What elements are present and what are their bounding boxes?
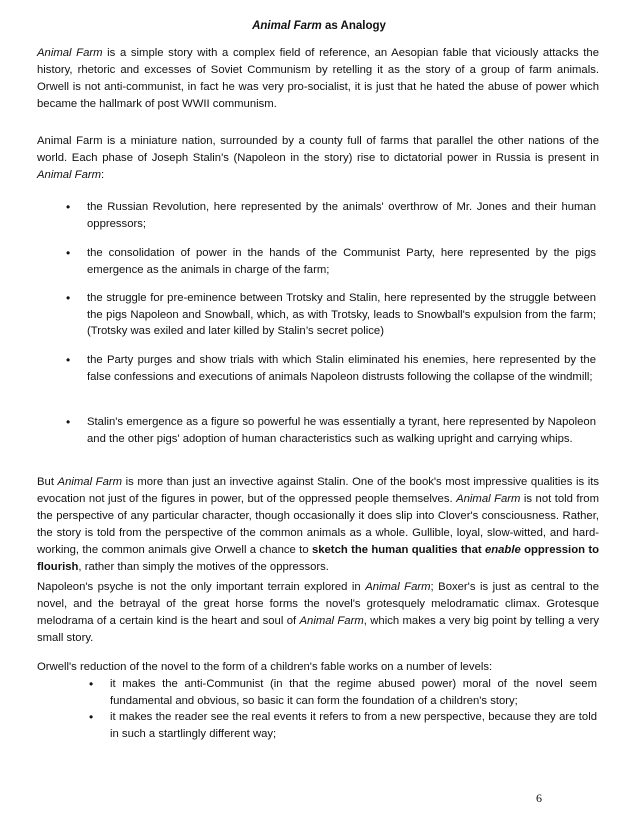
bullet-item xyxy=(66,199,596,232)
bullet-text: Stalin's emergence as a figure so powerful he was essentially a tyrant, here represented by Napoleon and the other pigs' adoption of human characteristics such as walking upright and carrying whips. xyxy=(87,416,596,445)
bullet-icon: • xyxy=(66,200,71,214)
bullet-item xyxy=(66,245,596,278)
bullet-icon: • xyxy=(66,291,71,305)
book-title: Animal Farm xyxy=(37,47,103,59)
paragraph-text: is a simple story with a complex field of reference, an Aesopian fable that viciously attacks the history, rhetoric and excesses of Soviet Communism by retelling it as the story of a group of farm animals. Orwell is not anti-communist, in fact he was very pro-socialist, it is just that he hated the abuse of power which became the hallmark of post WWII communism. xyxy=(37,47,599,110)
bullet-text: it makes the anti-Communist (in that the regime abused power) moral of the novel seem fundamental and obvious, so basic it can form the foundation of a children's story; xyxy=(110,678,597,707)
bullet-text: the consolidation of power in the hands of the Communist Party, here represented by the pigs emergence as the animals in charge of the farm; xyxy=(87,247,596,276)
bullet-text: the Russian Revolution, here represented by the animals' overthrow of Mr. Jones and their human oppressors; xyxy=(87,201,596,230)
bullet-icon: • xyxy=(66,353,71,367)
paragraph-text: is not told from the perspective of any particular character, though occasionally it does slip into Clover's consciousness. Rather, the story is told from the perspective of the common animals as a whole. Gullible, loyal, slow-witted, and hard-working, the common animals give Orwell a chance to xyxy=(37,493,599,556)
bullet-icon: • xyxy=(89,710,94,724)
bullet-text: the Party purges and show trials with which Stalin eliminated his enemies, here represented by the false confessions and executions of animals Napoleon distrusts following the collapse of the windmill; xyxy=(87,354,596,383)
bullet-item xyxy=(66,290,596,340)
paragraph-text: is more than just an invective against Stalin. One of the book's most impressive qualities is its evocation not just of the figures in power, but of the oppressed people themselves. xyxy=(37,476,599,505)
paragraph-levels: Orwell's reduction of the novel to the form of a children's fable works on a number of levels: xyxy=(37,661,493,673)
paragraph-invective xyxy=(37,474,599,576)
paragraph-nation xyxy=(37,133,599,184)
sub-bullet-item xyxy=(89,676,597,709)
paragraph-text: : xyxy=(101,169,105,181)
paragraph-psyche xyxy=(37,579,599,647)
book-title: Animal Farm xyxy=(57,476,123,488)
bullet-item xyxy=(66,414,596,447)
bold-phrase: oppression to flourish xyxy=(37,544,599,573)
bullet-icon: • xyxy=(66,415,71,429)
bullet-item xyxy=(66,352,596,385)
paragraph-text: But xyxy=(37,476,58,488)
page-title xyxy=(0,20,638,32)
paragraph-text: , rather than simply the motives of the oppressors. xyxy=(78,561,329,573)
bold-phrase: sketch the human qualities that xyxy=(311,544,485,556)
book-title: Animal Farm xyxy=(456,493,521,505)
paragraph-text: Animal Farm is a miniature nation, surrounded by a county full of farms that parallel the other nations of the world. Each phase of Joseph Stalin's (Napoleon in the story) rise to dictatorial power in Russia is present in xyxy=(37,135,599,164)
paragraph-intro xyxy=(37,45,599,113)
paragraph-text: ; Boxer's is just as central to the novel, and the betrayal of the great horse forms the novel's grotesquely melodramatic climax. Grotesque melodrama of a certain kind is the heart and soul of xyxy=(37,581,599,627)
bold-italic-word: enable xyxy=(484,544,521,556)
paragraph-text: Napoleon's psyche is not the only important terrain explored in xyxy=(37,581,366,593)
bullet-icon: • xyxy=(66,246,71,260)
title-italic: Animal Farm xyxy=(252,20,322,32)
title-rest: as Analogy xyxy=(321,20,386,32)
page-number: 6 xyxy=(536,791,542,805)
book-title: Animal Farm xyxy=(299,615,364,627)
book-title: Animal Farm xyxy=(37,169,102,181)
sub-bullet-item xyxy=(89,709,597,742)
book-title: Animal Farm xyxy=(365,581,431,593)
paragraph-text: , which makes a very big point by telling a very small story. xyxy=(37,615,600,644)
bullet-text: it makes the reader see the real events it refers to from a new perspective, because they are told in such a startlingly different way; xyxy=(110,711,597,740)
bullet-text: the struggle for pre-eminence between Trotsky and Stalin, here represented by the struggle between the pigs Napoleon and Snowball, which, as with Trotsky, leads to Snowball's expulsion from the farm; (Trotsky was exiled and later killed by Stalin’s secret police) xyxy=(87,292,596,337)
bullet-icon: • xyxy=(89,677,94,691)
